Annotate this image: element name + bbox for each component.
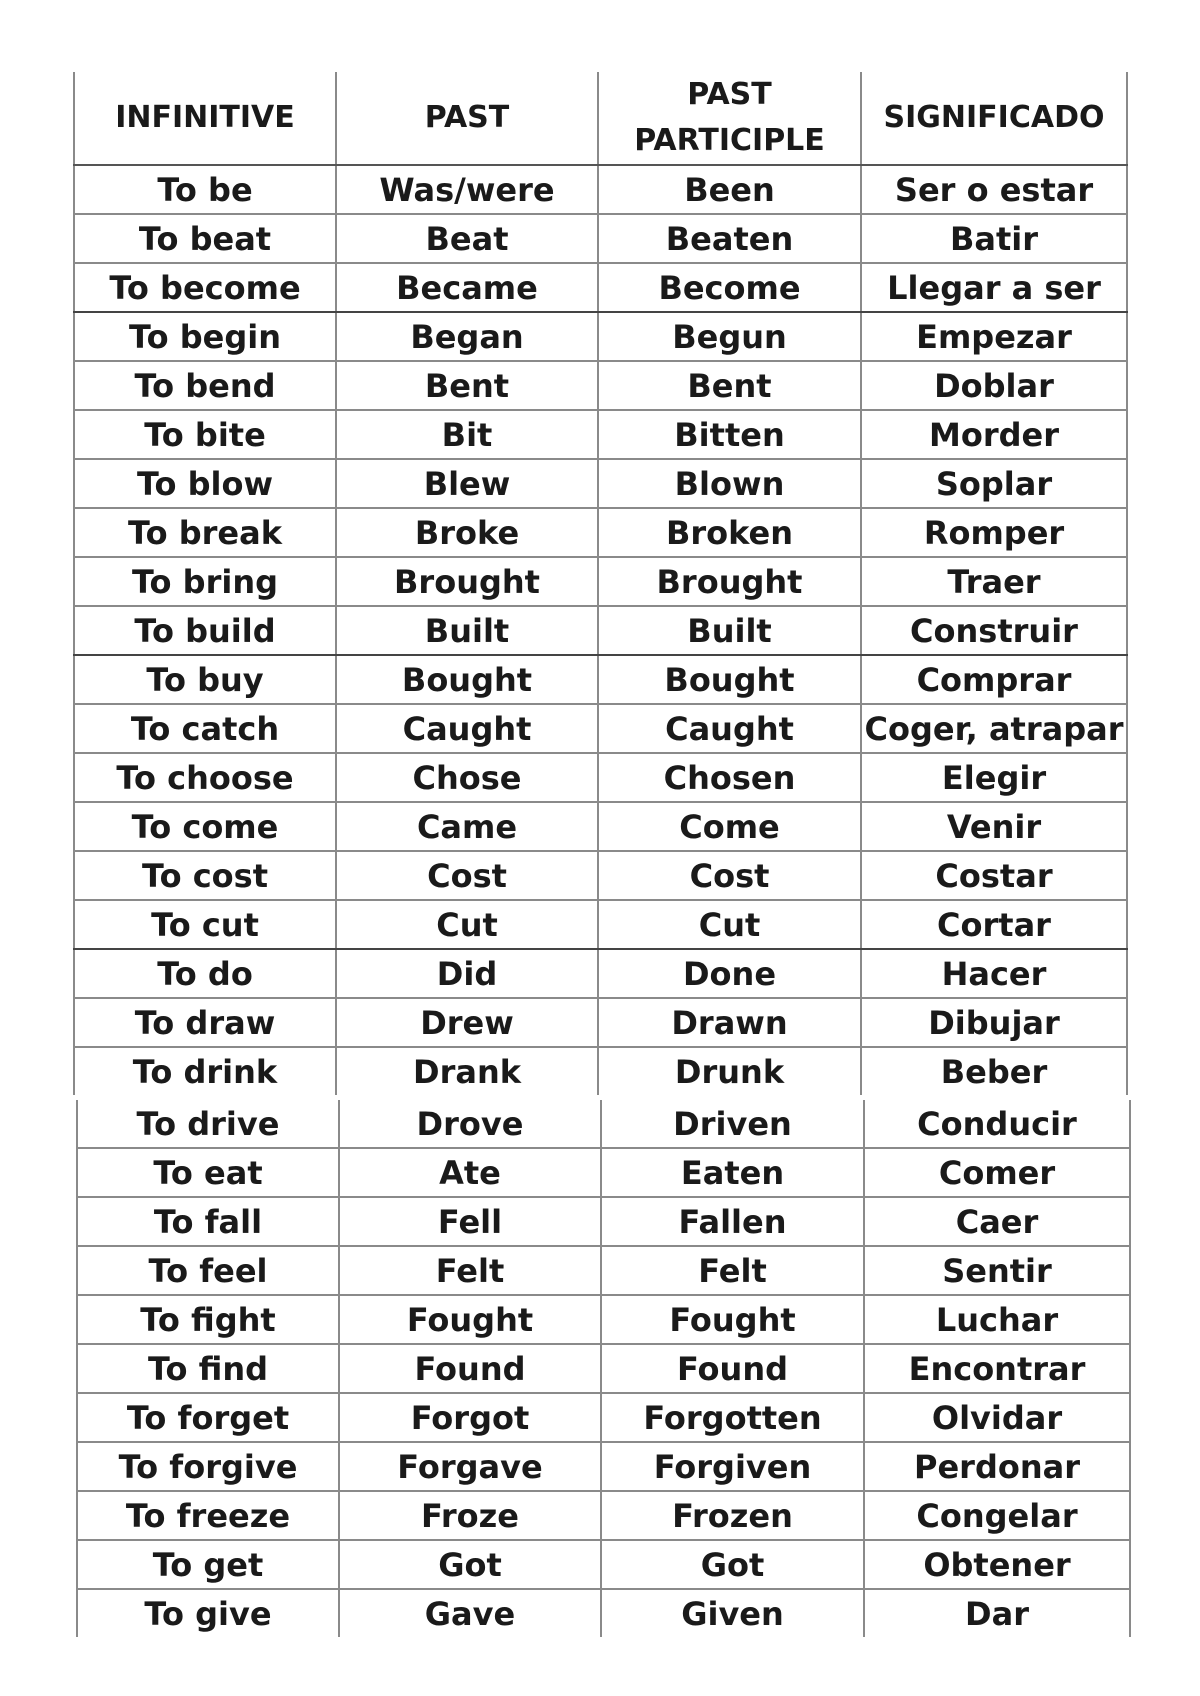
table-row	[74, 753, 1127, 802]
cell-significado: Elegir	[861, 753, 1127, 802]
cell-past-participle: Driven	[601, 1100, 864, 1148]
cell-significado: Construir	[861, 606, 1127, 655]
cell-past: Beat	[336, 214, 598, 263]
table-row	[74, 361, 1127, 410]
irregular-verbs-table-part-2	[76, 1100, 1131, 1637]
cell-past-participle: Been	[598, 165, 861, 214]
cell-significado: Cortar	[861, 900, 1127, 949]
cell-infinitive: To forgive	[77, 1442, 339, 1491]
cell-infinitive: To eat	[77, 1148, 339, 1197]
header-past-participle: PAST PARTICIPLE	[598, 72, 861, 165]
table-row	[77, 1246, 1130, 1295]
cell-infinitive: To draw	[74, 998, 336, 1047]
cell-past: Did	[336, 949, 598, 998]
cell-infinitive: To choose	[74, 753, 336, 802]
cell-infinitive: To get	[77, 1540, 339, 1589]
table-body-part-2	[77, 1100, 1130, 1637]
cell-past-participle: Built	[598, 606, 861, 655]
cell-significado: Obtener	[864, 1540, 1130, 1589]
cell-past-participle: Eaten	[601, 1148, 864, 1197]
cell-past-participle: Drawn	[598, 998, 861, 1047]
cell-significado: Luchar	[864, 1295, 1130, 1344]
cell-infinitive: To become	[74, 263, 336, 312]
table-row	[77, 1589, 1130, 1637]
cell-past-participle: Done	[598, 949, 861, 998]
cell-past: Chose	[336, 753, 598, 802]
cell-infinitive: To freeze	[77, 1491, 339, 1540]
cell-significado: Venir	[861, 802, 1127, 851]
cell-past-participle: Fallen	[601, 1197, 864, 1246]
cell-past-participle: Bitten	[598, 410, 861, 459]
cell-past-participle: Forgotten	[601, 1393, 864, 1442]
cell-significado: Soplar	[861, 459, 1127, 508]
cell-significado: Congelar	[864, 1491, 1130, 1540]
cell-significado: Conducir	[864, 1100, 1130, 1148]
cell-past-participle: Cut	[598, 900, 861, 949]
cell-past: Became	[336, 263, 598, 312]
table-row	[74, 410, 1127, 459]
cell-infinitive: To bring	[74, 557, 336, 606]
cell-past-participle: Bought	[598, 655, 861, 704]
table-row	[74, 655, 1127, 704]
cell-past-participle: Blown	[598, 459, 861, 508]
cell-past-participle: Broken	[598, 508, 861, 557]
cell-infinitive: To beat	[74, 214, 336, 263]
cell-significado: Doblar	[861, 361, 1127, 410]
table-row	[77, 1393, 1130, 1442]
cell-past-participle: Felt	[601, 1246, 864, 1295]
cell-past: Began	[336, 312, 598, 361]
table-row	[77, 1442, 1130, 1491]
cell-past-participle: Caught	[598, 704, 861, 753]
cell-infinitive: To buy	[74, 655, 336, 704]
cell-significado: Comer	[864, 1148, 1130, 1197]
cell-significado: Hacer	[861, 949, 1127, 998]
cell-past: Fought	[339, 1295, 601, 1344]
cell-infinitive: To fall	[77, 1197, 339, 1246]
cell-significado: Ser o estar	[861, 165, 1127, 214]
cell-past: Forgave	[339, 1442, 601, 1491]
table-row	[74, 508, 1127, 557]
cell-past: Broke	[336, 508, 598, 557]
cell-past: Bent	[336, 361, 598, 410]
cell-past-participle: Become	[598, 263, 861, 312]
cell-past-participle: Cost	[598, 851, 861, 900]
cell-past: Froze	[339, 1491, 601, 1540]
cell-past: Cut	[336, 900, 598, 949]
cell-significado: Sentir	[864, 1246, 1130, 1295]
cell-infinitive: To do	[74, 949, 336, 998]
cell-past: Forgot	[339, 1393, 601, 1442]
cell-infinitive: To drive	[77, 1100, 339, 1148]
cell-infinitive: To blow	[74, 459, 336, 508]
header-past: PAST	[336, 72, 598, 165]
cell-significado: Dar	[864, 1589, 1130, 1637]
table-row	[74, 165, 1127, 214]
table-row	[77, 1148, 1130, 1197]
cell-past: Bit	[336, 410, 598, 459]
cell-significado: Empezar	[861, 312, 1127, 361]
cell-past: Was/were	[336, 165, 598, 214]
cell-past-participle: Bent	[598, 361, 861, 410]
cell-past-participle: Frozen	[601, 1491, 864, 1540]
cell-infinitive: To catch	[74, 704, 336, 753]
cell-past: Drew	[336, 998, 598, 1047]
cell-significado: Romper	[861, 508, 1127, 557]
cell-infinitive: To drink	[74, 1047, 336, 1095]
table-row	[74, 214, 1127, 263]
table-row	[74, 1047, 1127, 1095]
cell-past-participle: Beaten	[598, 214, 861, 263]
cell-significado: Llegar a ser	[861, 263, 1127, 312]
cell-infinitive: To cut	[74, 900, 336, 949]
cell-past: Gave	[339, 1589, 601, 1637]
cell-past: Built	[336, 606, 598, 655]
cell-past-participle: Given	[601, 1589, 864, 1637]
cell-infinitive: To give	[77, 1589, 339, 1637]
cell-past: Drank	[336, 1047, 598, 1095]
table-body-part-1	[74, 165, 1127, 1095]
table-row	[74, 851, 1127, 900]
cell-significado: Dibujar	[861, 998, 1127, 1047]
table-row	[74, 900, 1127, 949]
cell-past: Ate	[339, 1148, 601, 1197]
cell-past: Drove	[339, 1100, 601, 1148]
cell-infinitive: To bend	[74, 361, 336, 410]
cell-significado: Beber	[861, 1047, 1127, 1095]
cell-past: Came	[336, 802, 598, 851]
cell-infinitive: To feel	[77, 1246, 339, 1295]
cell-infinitive: To cost	[74, 851, 336, 900]
cell-past: Found	[339, 1344, 601, 1393]
cell-significado: Costar	[861, 851, 1127, 900]
irregular-verbs-table-part-1	[73, 72, 1128, 1095]
table-row	[74, 802, 1127, 851]
cell-past-participle: Chosen	[598, 753, 861, 802]
cell-significado: Encontrar	[864, 1344, 1130, 1393]
table-row	[77, 1295, 1130, 1344]
cell-past-participle: Found	[601, 1344, 864, 1393]
cell-past-participle: Begun	[598, 312, 861, 361]
table-row	[77, 1197, 1130, 1246]
table-row	[74, 606, 1127, 655]
table-row	[74, 949, 1127, 998]
cell-infinitive: To fight	[77, 1295, 339, 1344]
table-row	[74, 312, 1127, 361]
cell-significado: Coger, atrapar	[861, 704, 1127, 753]
cell-significado: Perdonar	[864, 1442, 1130, 1491]
cell-past-participle: Drunk	[598, 1047, 861, 1095]
table-row	[77, 1491, 1130, 1540]
cell-past: Brought	[336, 557, 598, 606]
table-row	[74, 998, 1127, 1047]
cell-infinitive: To bite	[74, 410, 336, 459]
cell-past-participle: Brought	[598, 557, 861, 606]
cell-significado: Morder	[861, 410, 1127, 459]
cell-infinitive: To be	[74, 165, 336, 214]
cell-significado: Traer	[861, 557, 1127, 606]
cell-infinitive: To build	[74, 606, 336, 655]
cell-significado: Comprar	[861, 655, 1127, 704]
cell-past: Got	[339, 1540, 601, 1589]
cell-past: Caught	[336, 704, 598, 753]
cell-infinitive: To find	[77, 1344, 339, 1393]
cell-significado: Batir	[861, 214, 1127, 263]
table-header-row	[74, 72, 1127, 165]
header-infinitive: INFINITIVE	[74, 72, 336, 165]
table-row	[74, 704, 1127, 753]
cell-significado: Caer	[864, 1197, 1130, 1246]
cell-past: Blew	[336, 459, 598, 508]
cell-past-participle: Fought	[601, 1295, 864, 1344]
cell-past: Felt	[339, 1246, 601, 1295]
cell-significado: Olvidar	[864, 1393, 1130, 1442]
table-row	[77, 1100, 1130, 1148]
cell-past: Fell	[339, 1197, 601, 1246]
table-row	[77, 1344, 1130, 1393]
table-row	[74, 557, 1127, 606]
cell-past: Bought	[336, 655, 598, 704]
table-row	[74, 263, 1127, 312]
cell-past-participle: Come	[598, 802, 861, 851]
table-row	[74, 459, 1127, 508]
cell-past: Cost	[336, 851, 598, 900]
cell-infinitive: To forget	[77, 1393, 339, 1442]
cell-infinitive: To begin	[74, 312, 336, 361]
header-significado: SIGNIFICADO	[861, 72, 1127, 165]
cell-infinitive: To break	[74, 508, 336, 557]
cell-past-participle: Got	[601, 1540, 864, 1589]
cell-infinitive: To come	[74, 802, 336, 851]
cell-past-participle: Forgiven	[601, 1442, 864, 1491]
table-row	[77, 1540, 1130, 1589]
